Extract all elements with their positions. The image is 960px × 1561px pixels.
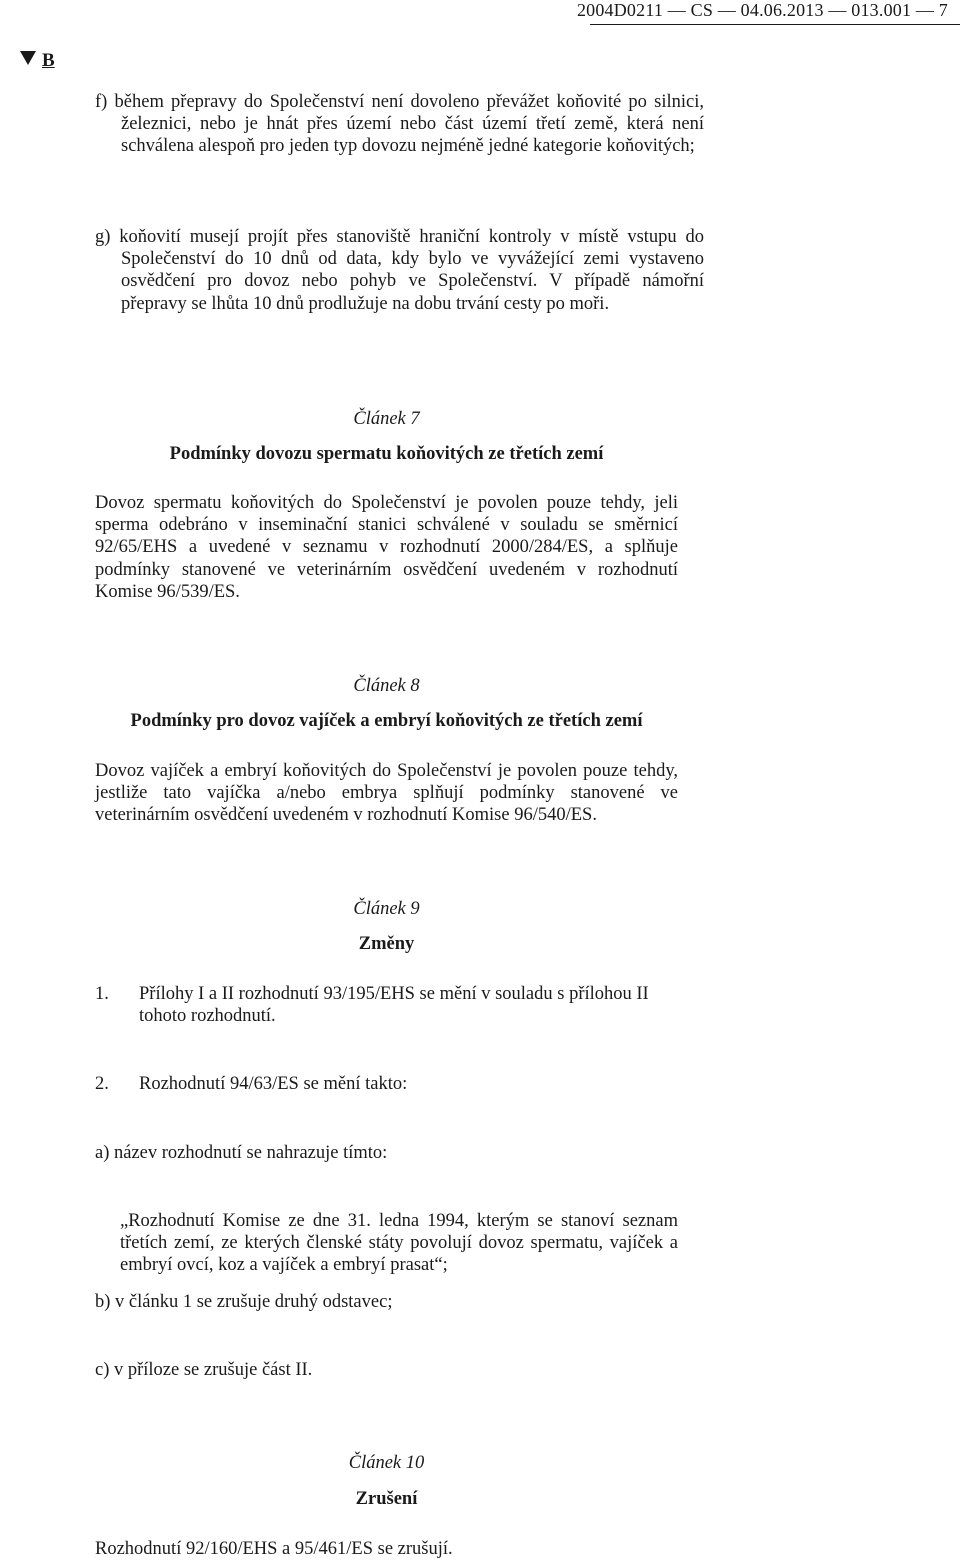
paragraph-g: g) koňovití musejí projít přes stanoviště hraniční kontroly v místě vstupu do Společenství do 10 dnů od data, kdy bylo ve vyvážející zemi vystaveno osvědčení pro dovoz nebo pohyb ve Společenství. V případě námořní přepravy se lhůta 10 dnů prodlužuje na dobu trvání cesty po moři.	[95, 227, 704, 314]
article-9-item-a: a) název rozhodnutí se nahrazuje tímto:	[95, 1143, 388, 1163]
article-9-item-2	[95, 1073, 678, 1095]
article-9-item-c: c) v příloze se zrušuje část II.	[95, 1360, 313, 1380]
item-1-number: 1.	[95, 984, 109, 1004]
article-9-quote: „Rozhodnutí Komise ze dne 31. ledna 1994, kterým se stanoví seznam třetích zemí, ze kterých členské státy povolují dovoz spermatu, vajíček a embryí ovcí, koz a vajíček a embryí prasat“;	[120, 1211, 678, 1276]
article-9-number: Článek 9	[353, 899, 420, 919]
item-1-text: Přílohy I a II rozhodnutí 93/195/EHS se mění v souladu s přílohou II tohoto rozhodnutí.	[139, 984, 649, 1027]
article-7-number: Článek 7	[353, 409, 420, 429]
article-9-title: Změny	[358, 934, 415, 954]
article-9-item-1	[95, 983, 678, 1027]
article-7-text: Dovoz spermatu koňovitých do Společenství je povolen pouze tehdy, jeli sperma odebráno v inseminační stanici schválené v souladu se směrnicí 92/65/EHS a uvedené v seznamu v rozhodnutí 2000/284/ES, a splňuje podmínky stanovené ve veterinárním osvědčení uvedeném v rozhodnutí Komise 96/539/ES.	[95, 493, 678, 602]
article-7-title: Podmínky dovozu spermatu koňovitých ze třetích zemí	[169, 444, 604, 464]
article-10-title: Zrušení	[355, 1489, 418, 1509]
article-9-item-b: b) v článku 1 se zrušuje druhý odstavec;	[95, 1292, 393, 1312]
amendment-marker	[20, 50, 55, 72]
header-divider	[590, 24, 960, 25]
article-10-number: Článek 10	[348, 1453, 425, 1473]
item-2-text: Rozhodnutí 94/63/ES se mění takto:	[139, 1074, 408, 1094]
amendment-marker-label: B	[42, 50, 55, 71]
article-8-title: Podmínky pro dovoz vajíček a embryí koňovitých ze třetích zemí	[130, 711, 643, 731]
page-header: 2004D0211 — CS — 04.06.2013 — 013.001 — 7	[576, 0, 948, 20]
article-8-text: Dovoz vajíček a embryí koňovitých do Společenství je povolen pouze tehdy, jestliže tato vajíčka a/nebo embrya splňují podmínky stanovené ve veterinárním osvědčení uvedeném v rozhodnutí Komise 96/540/ES.	[95, 761, 678, 826]
item-2-number: 2.	[95, 1074, 109, 1094]
article-10-text: Rozhodnutí 92/160/EHS a 95/461/ES se zrušují.	[95, 1539, 453, 1559]
paragraph-f: f) během přepravy do Společenství není dovoleno převážet koňovité po silnici, železnici, nebo je hnát přes území nebo část území třetí země, která není schválena alespoň pro jeden typ dovozu nejméně jedné kategorie koňovitých;	[95, 92, 704, 157]
article-8-number: Článek 8	[353, 676, 420, 696]
triangle-down-icon	[20, 51, 36, 65]
